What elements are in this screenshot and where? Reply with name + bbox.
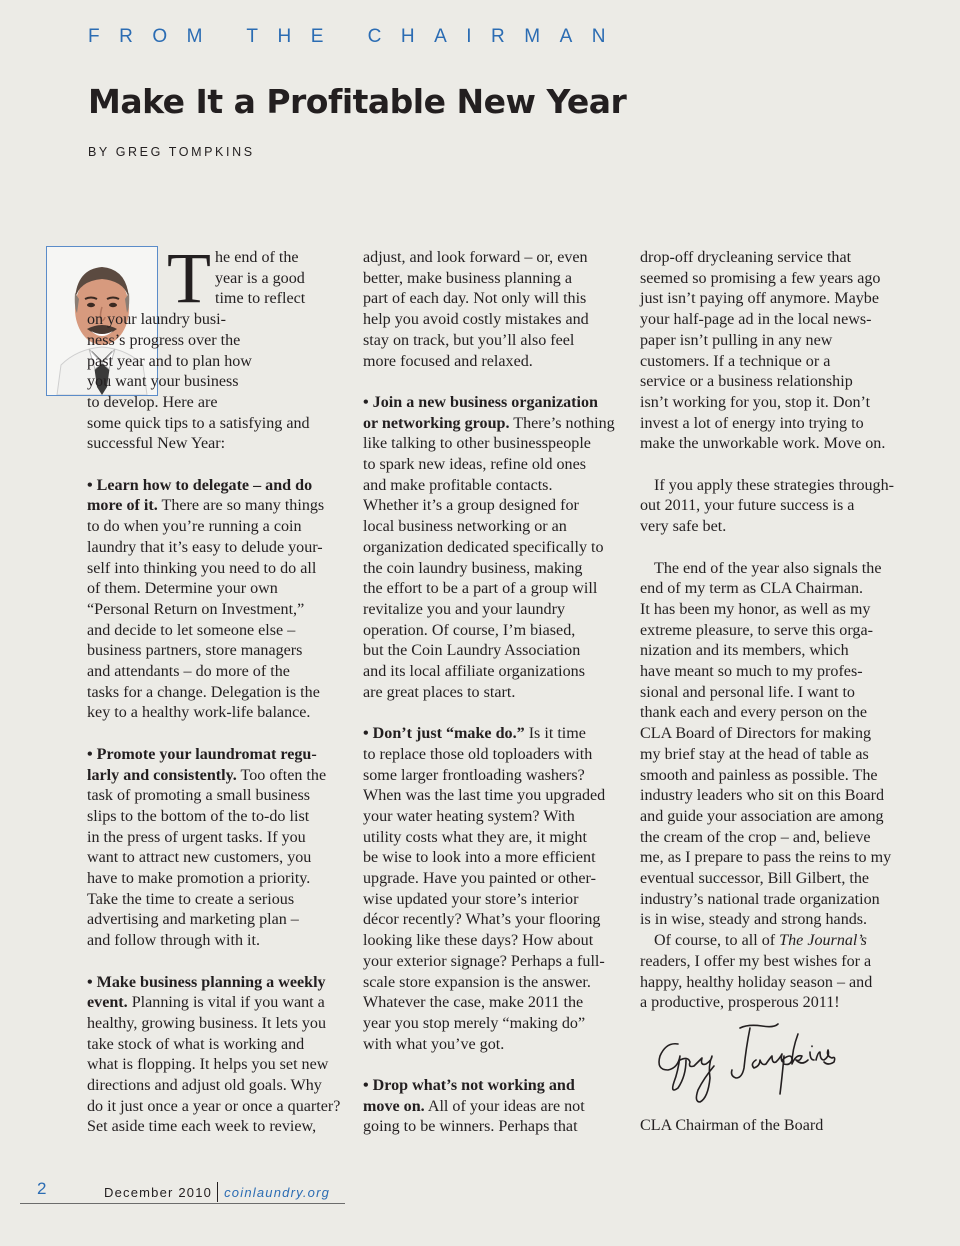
text-line: slips to the bottom of the to-do list — [87, 807, 310, 825]
text-line: If you apply these strategies through- — [654, 476, 894, 494]
text-line: ness’s progress over the — [87, 331, 241, 349]
article-title: Make It a Profitable New Year — [88, 82, 627, 121]
text-line: have to make promotion a priority. — [87, 870, 311, 888]
text-line: laundry that it’s easy to delude your- — [87, 538, 323, 556]
article-column-1 — [87, 238, 341, 1138]
text-line: stay on track, but you’ll also feel — [363, 331, 575, 349]
footer-url-link[interactable]: coinlaundry.org — [224, 1185, 331, 1200]
text-line: with what you’ve got. — [363, 1035, 505, 1053]
text-line: “Personal Return on Investment,” — [87, 600, 305, 618]
text-line: on your laundry busi- — [87, 311, 227, 329]
tip-planning — [87, 973, 341, 1139]
publication-name: The Journal’s — [779, 932, 867, 950]
tip-heading: move on. — [363, 1097, 425, 1115]
text-line: more focused and relaxed. — [363, 352, 533, 370]
text-line: going to be winners. Perhaps that — [363, 1118, 578, 1136]
text-line: Set aside time each week to review, — [87, 1118, 317, 1136]
text-line: of them. Determine your own — [87, 580, 278, 598]
text-line: some quick tips to a satisfying and — [87, 414, 310, 432]
footer-divider — [217, 1182, 218, 1202]
text-line: industry leaders who sit on this Board — [640, 787, 885, 805]
signature-title: CLA Chairman of the Board — [640, 1117, 824, 1134]
text-line: but the Coin Laundry Association — [363, 642, 581, 660]
tip-heading: • Learn how to delegate – and do — [87, 476, 313, 494]
text-line: very safe bet. — [640, 518, 727, 536]
footer-issue: December 2010 — [104, 1185, 213, 1200]
text-line: in the press of urgent tasks. If you — [87, 828, 306, 846]
text-line: key to a healthy work-life balance. — [87, 704, 311, 722]
signature — [652, 1020, 837, 1110]
text-line: eventual successor, Bill Gilbert, the — [640, 870, 870, 888]
text-line: readers, I offer my best wishes for a — [640, 952, 872, 970]
text-line: to develop. Here are — [87, 393, 218, 411]
text-line: take stock of what is working and — [87, 1035, 305, 1053]
text-line: are great places to start. — [363, 683, 516, 701]
text-line: service or a business relationship — [640, 373, 853, 391]
text-line: me, as I prepare to pass the reins to my — [640, 849, 892, 867]
text-line: organization dedicated specifically to — [363, 538, 604, 556]
text-line: self into thinking you need to do all — [87, 559, 317, 577]
text-line: sional and personal life. I want to — [640, 683, 855, 701]
text-line: happy, healthy holiday season – and — [640, 973, 873, 991]
tip-heading: • Don’t just “make do.” — [363, 725, 525, 743]
text-line: healthy, growing business. It lets you — [87, 1014, 326, 1032]
text-line: paper isn’t pulling in any new — [640, 331, 833, 349]
text-line: the coin laundry business, making — [363, 559, 583, 577]
text-line: end of my term as CLA Chairman. — [640, 580, 864, 598]
text-line: When was the last time you upgraded — [363, 787, 606, 805]
tip-heading: or networking group. — [363, 414, 510, 432]
text-line: and decide to let someone else – — [87, 621, 296, 639]
text-line: out 2011, your future success is a — [640, 497, 855, 515]
text-line: operation. Of course, I’m biased, — [363, 621, 576, 639]
text-line: and its local affiliate organizations — [363, 663, 585, 681]
text-line: revitalize you and your laundry — [363, 600, 565, 618]
text-line: year is a good — [214, 269, 305, 287]
text-line: Is it time — [528, 725, 586, 743]
text-line: seemed so promising a few years ago — [640, 269, 881, 287]
text-line: time to reflect — [214, 290, 306, 308]
text-line: what is flopping. It helps you set new — [87, 1056, 329, 1074]
text-line: your water heating system? With — [363, 807, 575, 825]
text-line: business partners, store managers — [87, 642, 303, 660]
text-line: drop-off drycleaning service that — [640, 249, 852, 266]
text-line: It has been my honor, as well as my — [640, 600, 871, 618]
text-line: Whether it’s a group designed for — [363, 497, 579, 515]
text-line: make the unworkable work. Move on. — [640, 435, 886, 453]
text-line: better, make business planning a — [363, 269, 572, 287]
text-line: successful New Year: — [87, 435, 226, 453]
tip-heading: larly and consistently. — [87, 766, 237, 784]
text-line: isn’t working for you, stop it. Don’t — [640, 393, 871, 411]
tip-heading: • Join a new business organization — [363, 393, 599, 411]
text-line: There are so many things — [161, 497, 325, 515]
text-line: be wise to look into a more efficient — [363, 849, 596, 867]
text-line: directions and adjust old goals. Why — [87, 1077, 322, 1095]
text-line: tasks for a change. Delegation is the — [87, 683, 320, 701]
text-line: advertising and marketing plan – — [87, 911, 299, 929]
text-line: your half-page ad in the local news- — [640, 311, 872, 329]
text-line: he end of the — [214, 249, 299, 266]
text-line: All of your ideas are not — [427, 1097, 585, 1115]
text-line: thank each and every person on the — [640, 704, 868, 722]
wishes-paragraph — [640, 931, 890, 1014]
text-line: upgrade. Have you painted or other- — [363, 870, 596, 888]
text-line: task of promoting a small business — [87, 787, 311, 805]
text-line: invest a lot of energy into trying to — [640, 414, 864, 432]
text-line: have meant so much to my profes- — [640, 663, 863, 681]
text-line: utility costs what they are, it might — [363, 828, 587, 846]
tip-heading: event. — [87, 994, 128, 1012]
footer-rule — [20, 1203, 345, 1204]
text-line: smooth and painless as possible. The — [640, 766, 878, 784]
tip-promote — [87, 745, 337, 952]
text-line: help you avoid costly mistakes and — [363, 311, 589, 329]
text-line: extreme pleasure, to serve this orga- — [640, 621, 873, 639]
page-number: 2 — [37, 1179, 47, 1198]
footer-credit — [104, 1182, 330, 1202]
planning-continued — [363, 248, 613, 372]
tip-heading: • Drop what’s not working and — [363, 1077, 575, 1095]
tip-heading: more of it. — [87, 497, 158, 515]
success-paragraph — [640, 476, 894, 538]
text-line: Planning is vital if you want a — [131, 994, 325, 1012]
text-line: past year and to plan how — [87, 352, 252, 370]
article-column-2 — [363, 248, 613, 1138]
text-line: There’s nothing — [513, 414, 615, 432]
text-line: and attendants – do more of the — [87, 663, 290, 681]
text-line: some larger frontloading washers? — [363, 766, 585, 784]
text-line: want to attract new customers, you — [87, 849, 312, 867]
text-line: do it just once a year or once a quarter? — [87, 1097, 341, 1115]
text-line: a productive, prosperous 2011! — [640, 994, 840, 1012]
tip-delegate — [87, 476, 337, 724]
text-line: you want your business — [87, 373, 239, 391]
byline: BY GREG TOMPKINS — [88, 145, 255, 159]
drop-cap: T — [167, 238, 211, 318]
text-line: local business networking or an — [363, 518, 567, 536]
tip-heading: • Make business planning a weekly — [87, 973, 326, 991]
intro-paragraph — [87, 238, 337, 455]
text-line: and follow through with it. — [87, 932, 260, 950]
text-line: nization and its members, which — [640, 642, 849, 660]
tip-networking — [363, 393, 613, 704]
text-line: industry’s national trade organization — [640, 890, 880, 908]
text-line: just isn’t paying off anymore. Maybe — [640, 290, 879, 308]
text-line: year you stop merely “making do” — [363, 1014, 586, 1032]
text-line: the cream of the crop – and, believe — [640, 828, 871, 846]
text-line: scale store expansion is the answer. — [363, 973, 591, 991]
text-line: your exterior signage? Perhaps a full- — [363, 952, 605, 970]
tip-heading: • Promote your laundromat regu- — [87, 745, 317, 763]
text-line: The end of the year also signals the — [654, 559, 882, 577]
text-line: CLA Board of Directors for making — [640, 725, 872, 743]
text-line: and guide your association are among — [640, 807, 884, 825]
section-kicker: FROM THE CHAIRMAN — [88, 26, 625, 47]
text-line: the effort to be a part of a group will — [363, 580, 598, 598]
drop-continued — [640, 248, 890, 455]
text-line: to do when you’re running a coin — [87, 518, 302, 536]
text-line: part of each day. Not only will this — [363, 290, 587, 308]
article-column-3 — [640, 248, 894, 1014]
text-line: to spark new ideas, refine old ones — [363, 456, 587, 474]
text-line: Of course, to all of — [654, 932, 776, 950]
text-line: adjust, and look forward – or, even — [363, 249, 588, 266]
text-line: wise updated your store’s interior — [363, 890, 579, 908]
text-line: looking like these days? How about — [363, 932, 594, 950]
text-line: and make profitable contacts. — [363, 476, 553, 494]
text-line: like talking to other businesspeople — [363, 435, 591, 453]
tip-drop — [363, 1076, 613, 1138]
text-line: my brief stay at the head of table as — [640, 745, 869, 763]
text-line: Whatever the case, make 2011 the — [363, 994, 584, 1012]
text-line: Take the time to create a serious — [87, 890, 295, 908]
text-line: customers. If a technique or a — [640, 352, 831, 370]
tip-make-do — [363, 724, 613, 1055]
text-line: to replace those old toploaders with — [363, 745, 593, 763]
text-line: is in wise, steady and strong hands. — [640, 911, 868, 929]
text-line: décor recently? What’s your flooring — [363, 911, 601, 929]
farewell-paragraph — [640, 559, 890, 932]
text-line: Too often the — [240, 766, 327, 784]
